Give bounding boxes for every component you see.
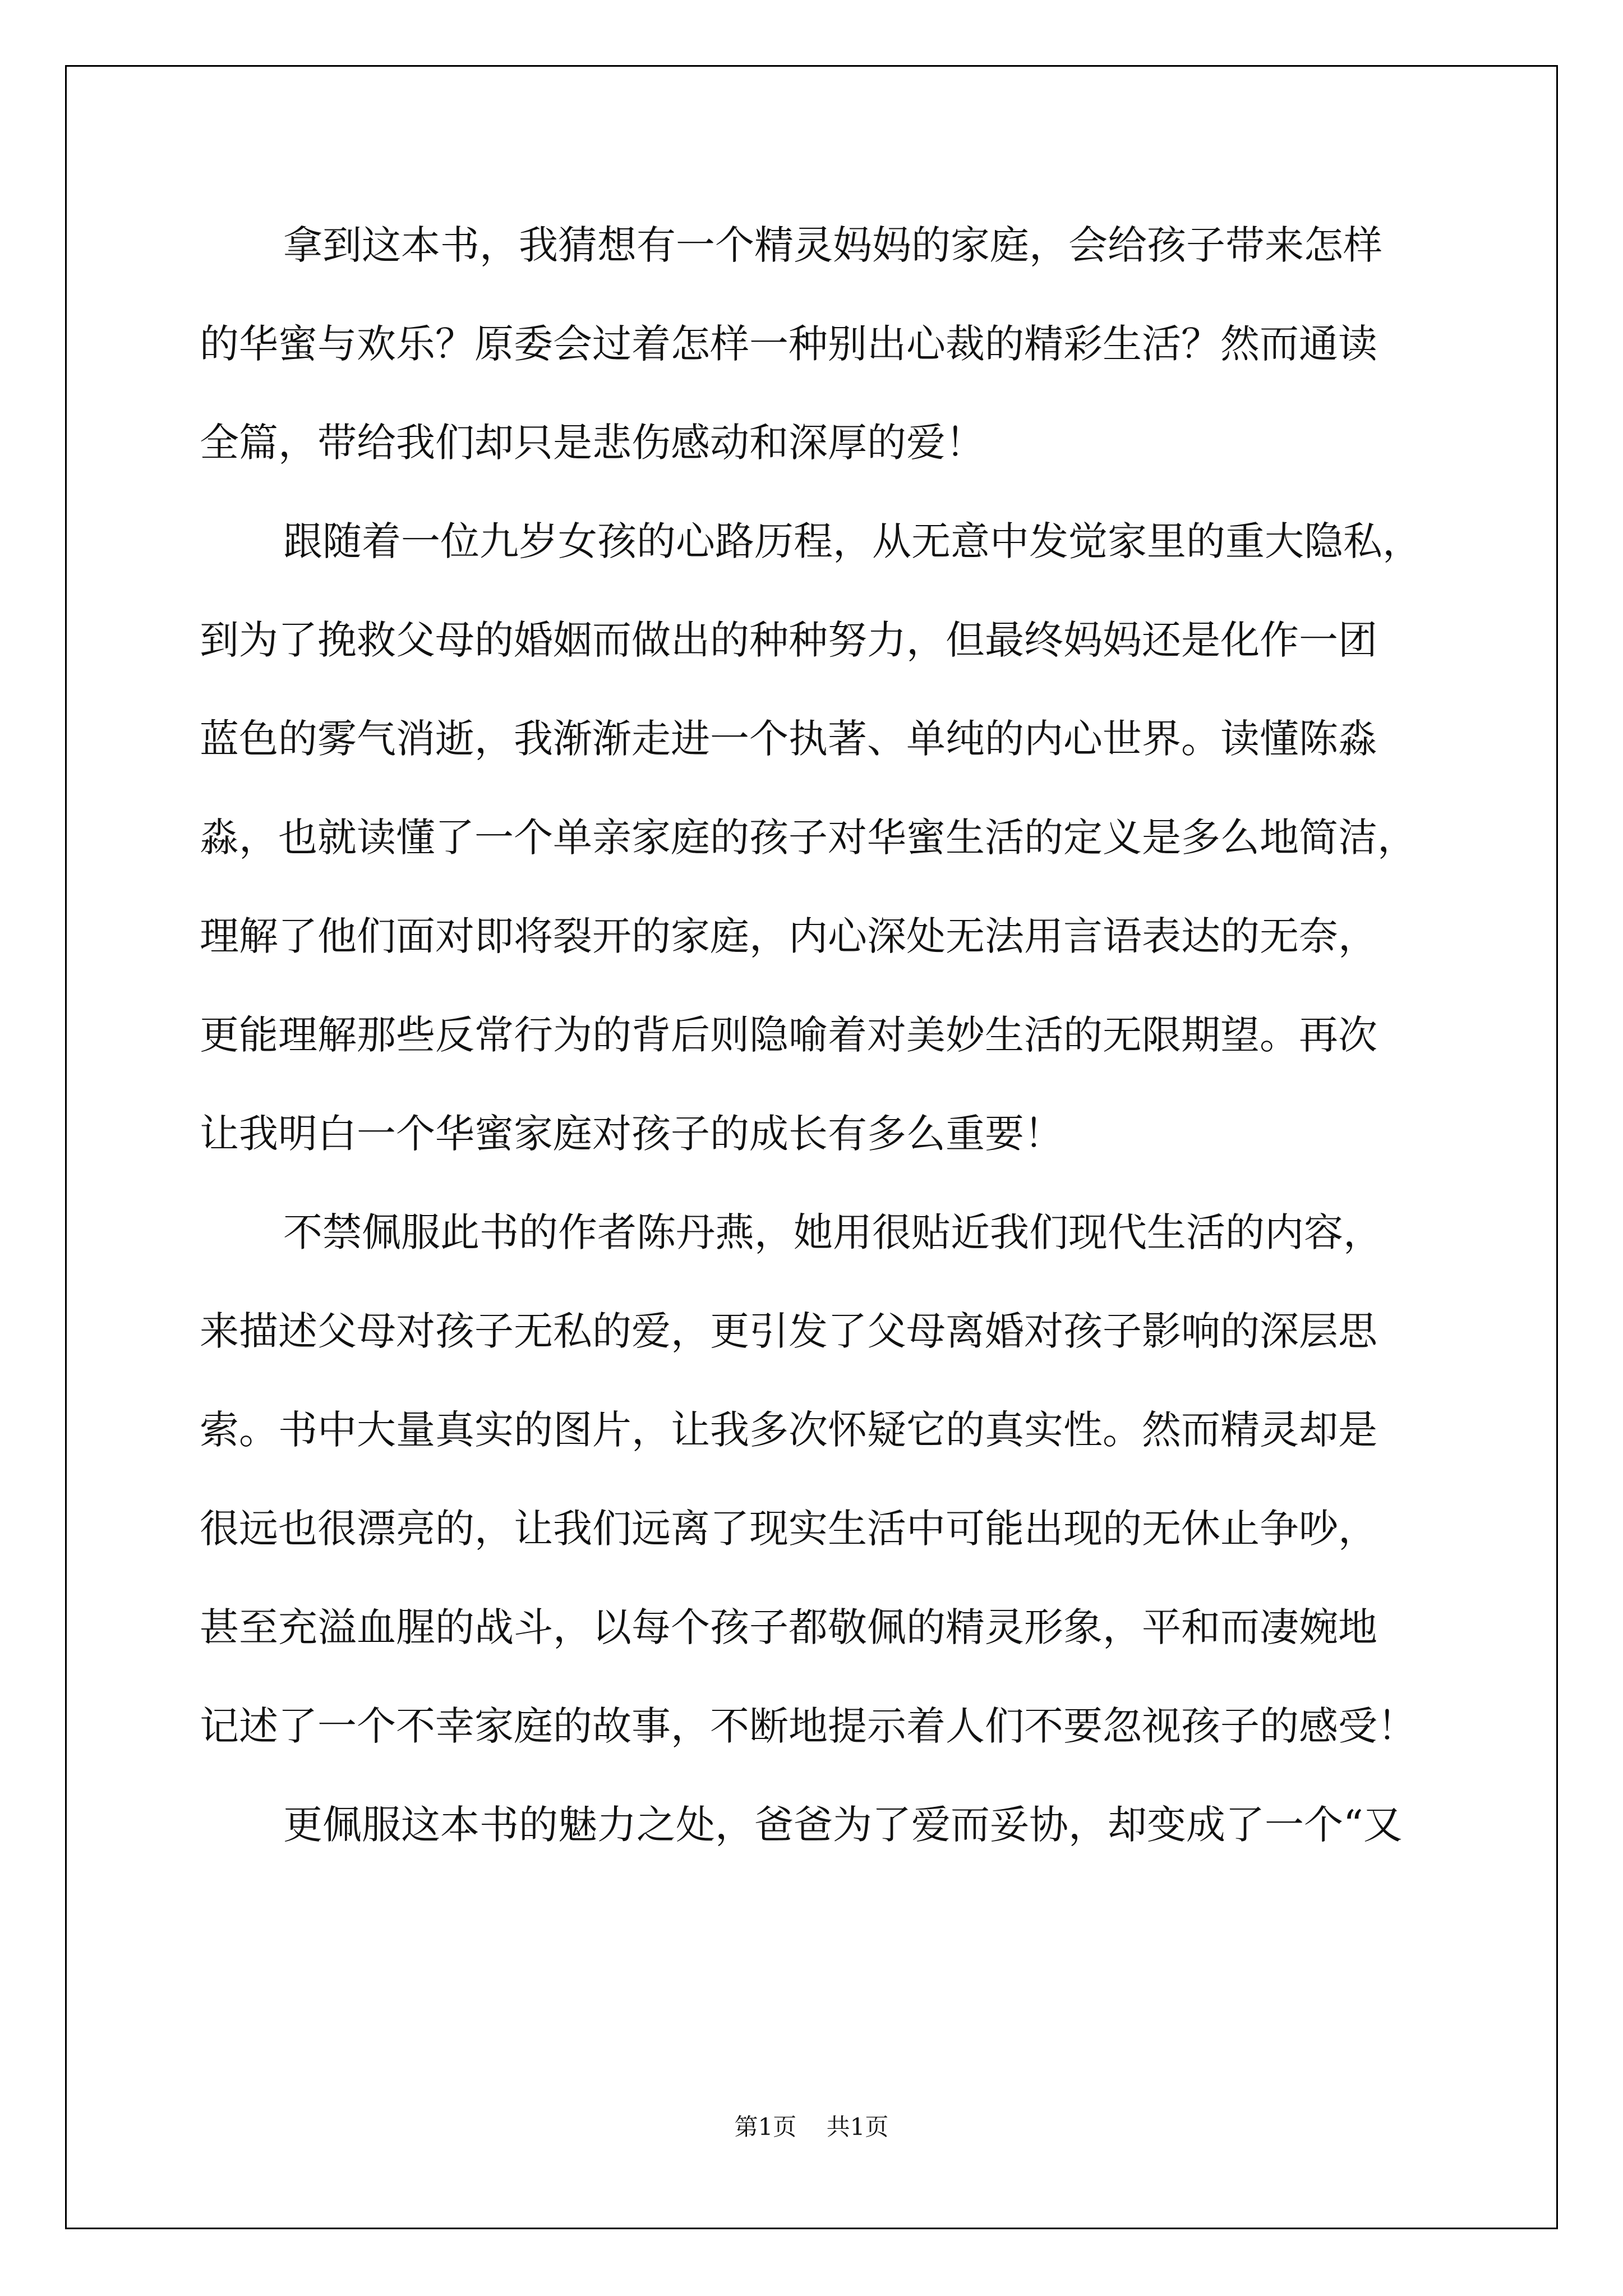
text-line-10: 让我明白一个华蜜家庭对孩子的成长有多么重要！	[200, 1111, 1063, 1157]
text-line-8: 理解了他们面对即将裂开的家庭，内心深处无法用言语表达的无奈，	[200, 913, 1377, 959]
text-line-12: 来描述父母对孩子无私的爱，更引发了父母离婚对孩子影响的深层思	[200, 1308, 1377, 1354]
text-line-5: 到为了挽救父母的婚姻而做出的种种努力，但最终妈妈还是化作一团	[200, 617, 1377, 663]
text-line-15: 甚至充溢血腥的战斗，以每个孩子都敬佩的精灵形象，平和而凄婉地	[200, 1604, 1377, 1650]
page-number-footer: 第1页 共1页	[734, 2113, 889, 2141]
text-line-1: 拿到这本书，我猜想有一个精灵妈妈的家庭，会给孩子带来怎样	[283, 222, 1382, 268]
text-line-17: 更佩服这本书的魅力之处，爸爸为了爱而妥协，却变成了一个“又	[283, 1802, 1403, 1848]
text-line-14: 很远也很漂亮的，让我们远离了现实生活中可能出现的无休止争吵，	[200, 1506, 1377, 1552]
text-line-9: 更能理解那些反常行为的背后则隐喻着对美妙生活的无限期望。再次	[200, 1012, 1377, 1058]
text-line-13: 索。书中大量真实的图片，让我多次怀疑它的真实性。然而精灵却是	[200, 1407, 1377, 1453]
text-line-7: 淼，也就读懂了一个单亲家庭的孩子对华蜜生活的定义是多么地简洁，	[200, 815, 1417, 861]
text-line-3: 全篇，带给我们却只是悲伤感动和深厚的爱！	[200, 420, 985, 466]
text-line-6: 蓝色的雾气消逝，我渐渐走进一个执著、单纯的内心世界。读懂陈淼	[200, 716, 1377, 762]
text-line-4: 跟随着一位九岁女孩的心路历程，从无意中发觉家里的重大隐私，	[283, 518, 1422, 564]
text-line-11: 不禁佩服此书的作者陈丹燕，她用很贴近我们现代生活的内容，	[283, 1209, 1382, 1255]
text-line-16: 记述了一个不幸家庭的故事，不断地提示着人们不要忽视孩子的感受！	[200, 1703, 1417, 1749]
text-line-2: 的华蜜与欢乐？原委会过着怎样一种别出心裁的精彩生活？然而通读	[200, 321, 1377, 367]
